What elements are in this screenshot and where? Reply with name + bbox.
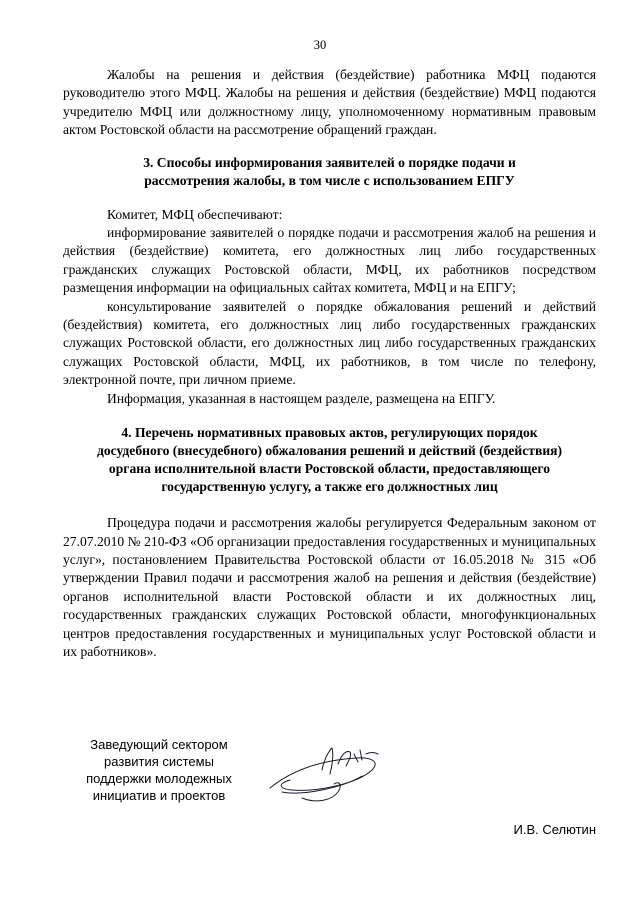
section-3-paragraph-1: Комитет, МФЦ обеспечивают: bbox=[107, 206, 283, 222]
page-number: 30 bbox=[313, 38, 327, 52]
section-3-paragraph-3: консультирование заявителей о порядке обжалования решений и действий (бездействия) комитета, его должностных лиц либо государственных гражданских служащих Ростовской области, его должностных лиц либо государственных гражданских служащих Ростовской области, МФЦ, их работников, в том числе по телефону, электронной почте, при личном приеме. bbox=[63, 298, 596, 388]
section-4-heading-line-3: органа исполнительной власти Ростовской области, предоставляющего bbox=[108, 461, 551, 477]
section-4-heading-line-2: досудебного (внесудебного) обжалования решений и действий (бездействия) bbox=[96, 443, 563, 459]
signatory-title bbox=[75, 736, 243, 804]
section-3-paragraph-4: Информация, указанная в настоящем разделе, размещена на ЕПГУ. bbox=[107, 390, 496, 406]
section-3-paragraph-2: информирование заявителей о порядке подачи и рассмотрения жалоб на решения и действия (бездействие) комитета, его должностных лиц либо государственных гражданских служащих Ростовской области, МФЦ, их работников посредством размещения информации на официальных сайтах комитета, МФЦ и на ЕПГУ; bbox=[63, 225, 596, 296]
signatory-title-line-2: развития системы bbox=[104, 754, 214, 769]
signatory-title-line-1: Заведующий сектором bbox=[90, 737, 228, 752]
section-4-heading-line-1: 4. Перечень нормативных правовых актов, регулирующих порядок bbox=[121, 425, 538, 441]
section-4-paragraph-1: Процедура подачи и рассмотрения жалобы регулируется Федеральным законом от 27.07.2010 № 210-ФЗ «Об организации предоставления государственных и муниципальных услуг», постановлением Правительства Ростовской области от 16.05.2018 № 315 «Об утверждении Правил подачи и рассмотрения жалоб на решения и действия (бездействие) органов исполнительной власти Ростовской области и их должностных лиц, государственных гражданских служащих Ростовской области, многофункциональных центров предоставления государственных и муниципальных услуг Ростовской области и их работников». bbox=[63, 515, 596, 659]
intro-paragraph: Жалобы на решения и действия (бездействие) работника МФЦ подаются руководителю этого МФЦ. Жалобы на решения и действия (бездействие) МФЦ подаются учредителю МФЦ или должностному лицу, уполномоченному нормативным правовым актом Ростовской области на рассмотрение обращений граждан. bbox=[63, 67, 596, 138]
signatory-title-line-4: инициатив и проектов bbox=[92, 788, 226, 803]
document-body bbox=[63, 66, 596, 661]
signatory-name: И.В. Селютин bbox=[513, 822, 596, 837]
signatory-title-line-3: поддержки молодежных bbox=[86, 771, 232, 786]
section-4-heading-line-4: государственную услугу, а также его должностных лиц bbox=[161, 479, 498, 495]
section-3-heading-line-2: рассмотрения жалобы, в том числе с использованием ЕПГУ bbox=[144, 172, 515, 188]
section-3-heading bbox=[83, 154, 576, 190]
section-4-heading bbox=[63, 424, 596, 496]
handwritten-signature bbox=[262, 740, 402, 808]
section-3-heading-line-1: 3. Способы информирования заявителей о порядке подачи и bbox=[143, 154, 516, 170]
